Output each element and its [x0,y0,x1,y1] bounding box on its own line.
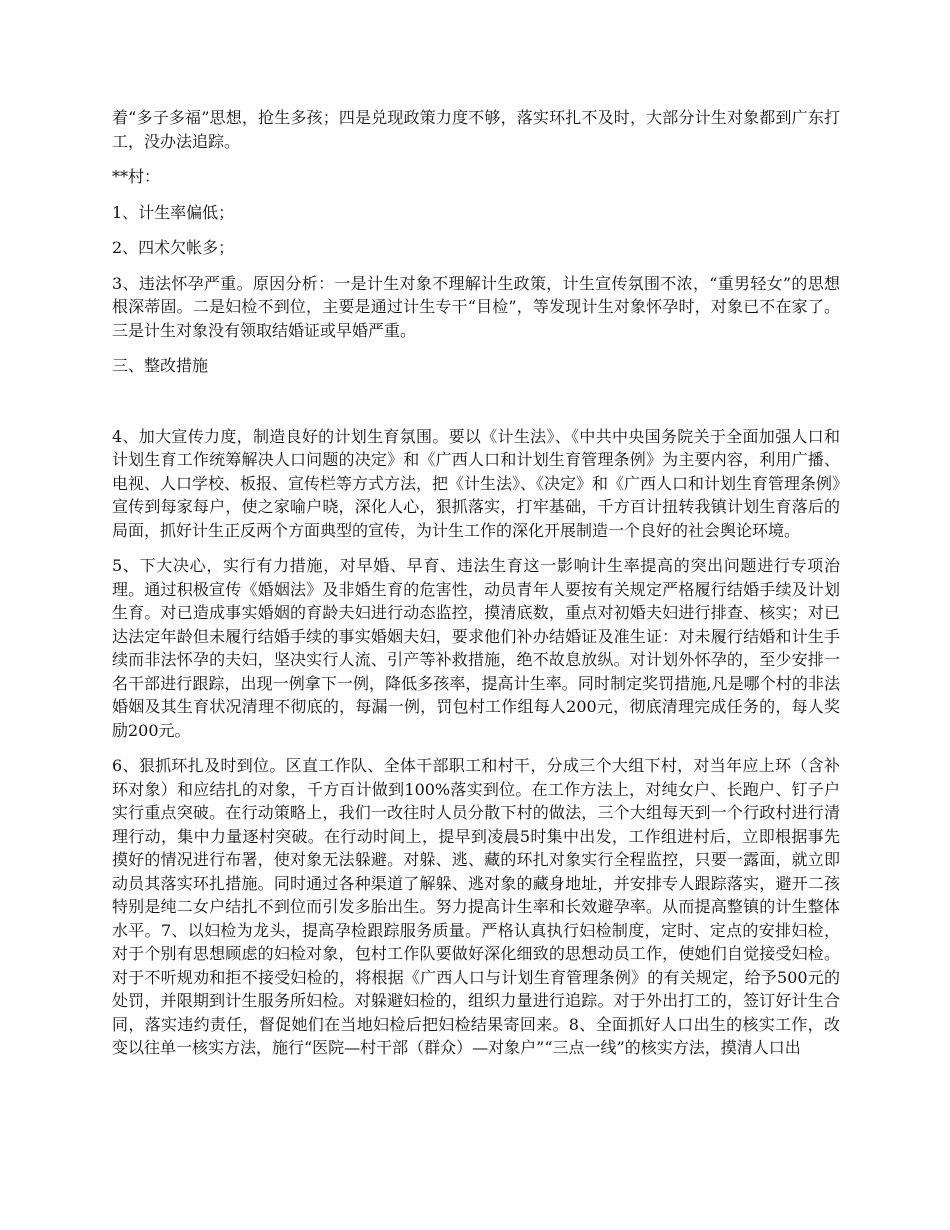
village-heading: **村： [112,167,161,186]
list-item-1: 1、计生率偏低； [112,202,235,222]
paragraph-continuation: 着“多子多福”思想，抢生多孩；四是兑现政策力度不够，落实环扎不及时，大部分计生对象都到广东打工，没办法追踪。 [112,108,840,151]
measure-6-paragraph: 6、狠抓环扎及时到位。区直工作队、全体干部职工和村干，分成三个大组下村，对当年应上环（含补环对象）和应结扎的对象，千方百计做到100%落实到位。在工作方法上，对纯女户、长跑户、钉子户实行重点突破。在行动策略上，我们一改往时人员分散下村的做法，三个大组每天到一个行政村进行清理行动，集中力量逐村突破。在行动时间上，提早到凌晨5时集中出发，工作组进村后，立即根据事先摸好的情况进行布署，使对象无法躲避。对躲、逃、藏的环扎对象实行全程监控，只要一露面，就立即动员其落实环扎措施。同时通过各种渠道了解躲、逃对象的藏身地址，并安排专人跟踪落实，避开二孩特别是纯二女户结扎不到位而引发多胎出生。努力提高计生率和长效避孕率。从而提高整镇的计生整体水平。7、以妇检为龙头，提高孕检跟踪服务质量。严格认真执行妇检制度，定时、定点的安排妇检，对于个别有思想顾虑的妇检对象，包村工作队要做好深化细致的思想动员工作，使她们自觉接受妇检。对于不听规劝和拒不接受妇检的，将根据《广西人口与计划生育管理条例》的有关规定，给予500元的处罚，并限期到计生服务所妇检。对躲避妇检的，组织力量进行追踪。对于外出打工的，签订好计生合同，落实违约责任，督促她们在当地妇检后把妇检结果寄回来。8、全面抓好人口出生的核实工作，改变以往单一核实方法，施行“医院—村干部（群众）—对象户”“三点一线”的核实方法，摸清人口出 [112,756,840,1057]
section-heading-rectification: 三、整改措施 [112,356,209,375]
measure-4-paragraph: 4、加大宣传力度，制造良好的计划生育氛围。要以《计生法》、《中共中央国务院关于全面加强人口和计划生育工作统筹解决人口问题的决定》和《广西人口和计划生育管理条例》为主要内容，利用广播、电视、人口学校、板报、宣传栏等方式方法，把《计生法》、《决定》和《广西人口和计划生育管理条例》宣传到每家每户，使之家喻户晓，深化人心，狠抓落实，打牢基础，千方百计扭转我镇计划生育落后的局面，抓好计生正反两个方面典型的宣传，为计生工作的深化开展制造一个良好的社会舆论环境。 [112,426,841,540]
document-page [112,106,840,1072]
measure-5-paragraph: 5、下大决心，实行有力措施，对早婚、早育、违法生育这一影响计生率提高的突出问题进行专项治理。通过积极宣传《婚姻法》及非婚生育的危害性，动员青年人要按有关规定严格履行结婚手续及计划生育。对已造成事实婚姻的育龄夫妇进行动态监控，摸清底数，重点对初婚夫妇进行排查、核实；对已达法定年龄但未履行结婚手续的事实婚姻夫妇，要求他们补办结婚证及准生证：对未履行结婚和计生手续而非法怀孕的夫妇，坚决实行人流、引产等补救措施，绝不故息放纵。对计划外怀孕的，至少安排一名干部进行跟踪，出现一例拿下一例，降低多孩率，提高计生率。同时制定奖罚措施,凡是哪个村的非法婚姻及其生育状况清理不彻底的，每漏一例，罚包村工作组每人200元，彻底清理完成任务的，每人奖励200元。 [112,556,840,740]
list-item-3: 3、违法怀孕严重。原因分析：一是计生对象不理解计生政策，计生宣传氛围不浓，“重男轻女”的思想根深蒂固。二是妇检不到位，主要是通过计生专干“目检”，等发现计生对象怀孕时，对象已不在家了。三是计生对象没有领取结婚证或早婚严重。 [112,273,840,340]
list-item-2: 2、四术欠帐多； [112,238,235,257]
